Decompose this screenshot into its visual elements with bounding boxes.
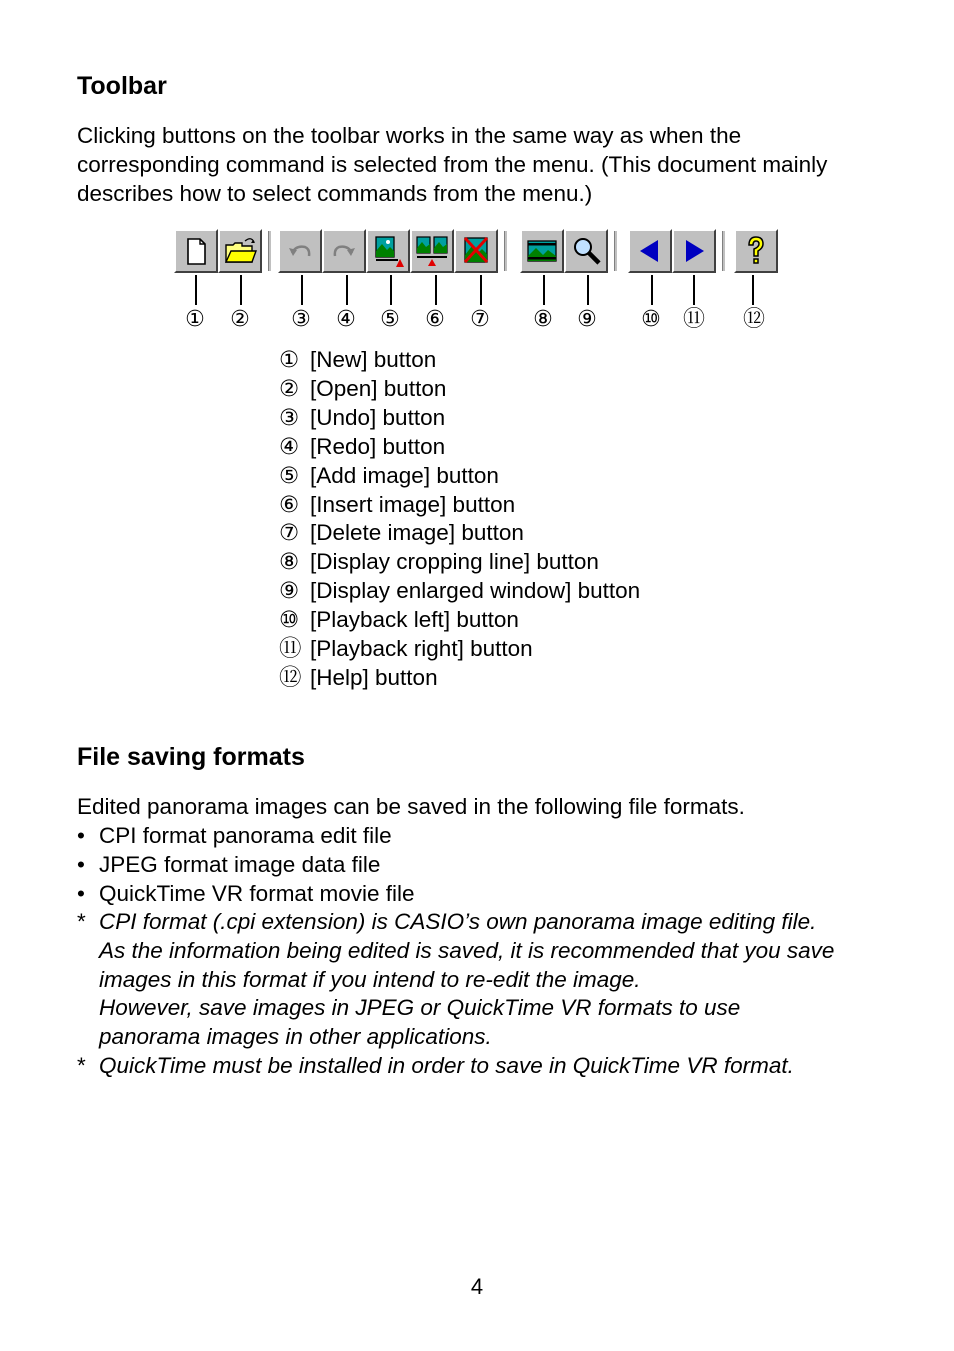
button-number: ⑩ <box>641 306 661 331</box>
legend-label: [Undo] button <box>310 404 446 430</box>
list-item <box>77 850 414 879</box>
notes <box>77 908 834 1081</box>
note-line: However, save images in JPEG or QuickTime VR formats to use <box>99 995 741 1021</box>
legend-number: ④ <box>279 433 300 459</box>
toolbar-separator <box>722 231 726 271</box>
legend-item <box>279 635 640 664</box>
play-right-icon <box>674 231 714 271</box>
delete-image-icon <box>456 231 496 271</box>
bullet-dot: • <box>77 852 85 877</box>
legend-item <box>279 375 640 404</box>
leader-line <box>195 275 197 305</box>
legend-item <box>279 577 640 606</box>
legend-label: [Help] button <box>310 664 438 690</box>
intro-line: describes how to select commands from the menu.) <box>77 181 593 206</box>
undo-icon <box>280 231 320 271</box>
list-item-text: QuickTime VR format movie file <box>99 881 415 906</box>
list-item <box>77 821 414 850</box>
formats-intro: Edited panorama images can be saved in the following file formats. <box>77 794 745 819</box>
leader-line <box>752 275 754 305</box>
legend-item <box>279 433 640 462</box>
legend-label: [Display cropping line] button <box>310 549 599 575</box>
note-line: panorama images in other applications. <box>99 1024 492 1050</box>
note-line: images in this format if you intend to re-edit the image. <box>99 966 641 992</box>
button-number: ③ <box>291 306 311 331</box>
legend-item <box>279 519 640 548</box>
add-image-button[interactable] <box>366 229 410 273</box>
legend-number: ⑩ <box>279 607 300 633</box>
leader-line <box>543 275 545 305</box>
legend-number: ⑪ <box>279 636 302 662</box>
leader-line <box>480 275 482 305</box>
open-button[interactable] <box>218 229 262 273</box>
legend-label: [Playback right] button <box>310 636 533 662</box>
intro-line: Clicking buttons on the toolbar works in the same way as when the <box>77 123 742 148</box>
display-enlarged-window-button[interactable] <box>564 229 608 273</box>
leader-line <box>301 275 303 305</box>
toolbar-heading: Toolbar <box>77 72 167 100</box>
add-image-icon <box>368 231 408 271</box>
leader-line <box>651 275 653 305</box>
note <box>77 908 834 1052</box>
legend-number: ⑨ <box>279 578 300 604</box>
leader-line <box>390 275 392 305</box>
button-number: ⑪ <box>682 306 705 331</box>
legend-item <box>279 462 640 491</box>
delete-image-button[interactable] <box>454 229 498 273</box>
legend-label: [Open] button <box>310 375 447 401</box>
legend-label: [Display enlarged window] button <box>310 578 641 604</box>
button-legend <box>279 346 640 693</box>
legend-label: [Delete image] button <box>310 520 524 546</box>
note-marker: * <box>77 1052 86 1078</box>
button-number: ② <box>230 306 250 331</box>
leader-line <box>346 275 348 305</box>
leader-line <box>693 275 695 305</box>
toolbar-separator <box>614 231 618 271</box>
toolbar-intro <box>77 121 877 208</box>
legend-label: [Playback left] button <box>310 607 519 633</box>
help-button[interactable] <box>734 229 778 273</box>
legend-label: [New] button <box>310 347 437 372</box>
legend-item <box>279 346 640 375</box>
leader-line <box>435 275 437 305</box>
button-number: ⑨ <box>577 306 597 331</box>
cropping-line-icon <box>522 231 562 271</box>
legend-item <box>279 664 640 693</box>
new-button[interactable] <box>174 229 218 273</box>
intro-line: corresponding command is selected from the menu. (This document mainly <box>77 152 828 177</box>
legend-label: [Add image] button <box>310 462 499 488</box>
note-marker: * <box>77 909 86 934</box>
display-cropping-line-button[interactable] <box>520 229 564 273</box>
list-item <box>77 879 414 908</box>
button-number: ⑧ <box>533 306 553 331</box>
magnifier-icon <box>566 231 606 271</box>
legend-item <box>279 606 640 635</box>
toolbar-separator <box>268 231 272 271</box>
bullet-dot: • <box>77 823 85 848</box>
undo-button[interactable] <box>278 229 322 273</box>
play-left-icon <box>630 231 670 271</box>
legend-number: ⑦ <box>279 520 300 546</box>
note-line: CPI format (.cpi extension) is CASIO’s own panorama image editing file. <box>99 909 817 934</box>
toolbar-separator <box>504 231 508 271</box>
legend-item <box>279 404 640 433</box>
playback-right-button[interactable] <box>672 229 716 273</box>
list-item-text: CPI format panorama edit file <box>99 823 392 848</box>
note <box>77 1052 834 1081</box>
formats-heading: File saving formats <box>77 743 305 771</box>
insert-image-button[interactable] <box>410 229 454 273</box>
legend-number: ⑫ <box>279 664 302 690</box>
legend-number: ⑤ <box>279 462 300 488</box>
legend-number: ② <box>279 375 300 401</box>
button-number: ⑤ <box>380 306 400 331</box>
note-line: As the information being edited is saved, it is recommended that you save <box>99 937 835 963</box>
button-number: ⑦ <box>470 306 490 331</box>
page-number: 4 <box>470 1274 484 1299</box>
legend-label: [Redo] button <box>310 433 446 459</box>
leader-line <box>587 275 589 305</box>
playback-left-button[interactable] <box>628 229 672 273</box>
button-number: ⑥ <box>425 306 445 331</box>
legend-number: ③ <box>279 404 300 430</box>
legend-label: [Insert image] button <box>310 491 516 517</box>
new-document-icon <box>176 231 216 271</box>
button-number: ④ <box>336 306 356 331</box>
format-list <box>77 821 414 908</box>
redo-icon <box>324 231 364 271</box>
bullet-dot: • <box>77 881 85 906</box>
legend-item <box>279 491 640 520</box>
button-number: ⑫ <box>742 306 765 331</box>
open-folder-icon <box>220 231 260 271</box>
toolbar-illustration <box>172 229 782 275</box>
legend-item <box>279 548 640 577</box>
legend-number: ⑥ <box>279 491 300 517</box>
legend-number: ① <box>279 347 300 372</box>
help-icon <box>736 231 776 271</box>
list-item-text: JPEG format image data file <box>99 852 381 877</box>
legend-number: ⑧ <box>279 549 300 575</box>
button-number: ① <box>185 306 205 331</box>
leader-line <box>240 275 242 305</box>
note-line: QuickTime must be installed in order to save in QuickTime VR format. <box>99 1052 794 1078</box>
redo-button[interactable] <box>322 229 366 273</box>
insert-image-icon <box>412 231 452 271</box>
